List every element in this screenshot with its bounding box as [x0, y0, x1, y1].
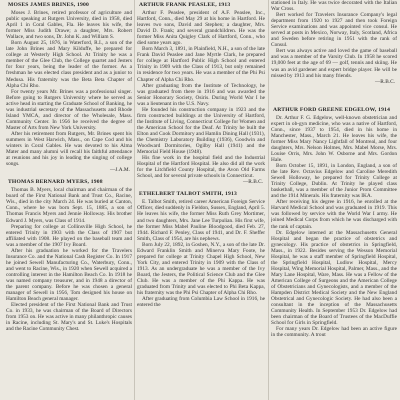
- obituary-signature: —J.A.M.: [109, 167, 130, 174]
- obituary-heading: MOSES JAMES BRINES, 1900: [8, 2, 89, 8]
- obituary-paragraph: Elected president of the First National Bank and Trust Co. in 1933, he was chairman of the Board of Directors from 1953 on. He was active in many philanthropic causes in Racine, including St. Mary's and St. Luke's Hospitals and the Racine Community Chest.: [6, 302, 132, 333]
- column-divider: [134, 0, 135, 400]
- column-middle: [137, 0, 265, 400]
- obituary-entry: [6, 2, 132, 173]
- column-divider: [268, 0, 269, 400]
- column-right: [271, 0, 397, 400]
- obituary-paragraph: Born October 15, 1891, in London, England, a son of the late Rev. Octavius Edgelow and Caroline Meredith Sewell Holloway, he prepared for Trinity College at Trinity College, Dublin. At Trinity he played class basketball, was a member of the Junior Prom Committee and the 1914 Minerals. His fraternity was IKA.: [271, 163, 397, 200]
- column-left: [6, 0, 132, 400]
- obituary-paragraph: After graduating from the Institute of Technology, he was graduated from there in 1916 and was awarded the Senior Honorary Society, Osiris. During World War I he was a lieutenant in the U.S. Navy.: [137, 82, 265, 107]
- obituary-paragraph: Moses J. Brines, retired professor of agriculture and public speaking at Rutgers University, died in 1958, died April 1 in Coral Gables, Fla. He leaves his wife, the former Miss Judith Drawe; a daughter, Mrs. Robert Wallace, and two sons, Dr. John K. and William S.: [6, 10, 132, 41]
- obituary-paragraph: stationed in Italy. He was twice decorated with the Italian War Cross.: [271, 0, 397, 13]
- obituary-paragraph: He founded his construction company in 1923 and the firm constructed buildings at the University of Hartford, the Institute of Living, Connecticut College for Women and the American School for the Deaf. At Trinity he built the Elton and Cook Dormitory and Hamlin Dining Hall (1931), the Chemistry Laboratory Building (1936), Goodwin and Woodward Dormitories, Ogilby Hall (1941) and the Memorial Field House (1948).: [137, 106, 265, 156]
- obituary-entry: [271, 107, 397, 339]
- obituary-paragraph: After his graduation he worked for the Travelers Insurance Co. and the National Cash Register Co. In 1917 he joined Sewell Manufacturing Co., Waterbury, Conn., and went to Racine, Wis., in 1920 when Sewell acquired a controlling interest in the Hamilton Beach Co. In 1918 he was named company treasurer, and in 1948 a director of the parent company. Before he was chosen a general manager of Sewell in 1956, Tom designed his house on Hamilton Beach general manager.: [6, 247, 132, 303]
- obituary-entry: [137, 2, 265, 185]
- obituary-paragraph: For many years Dr. Edgelow had been an active figure in the community. A trout: [271, 326, 397, 339]
- obituary-paragraph: Born August 25, 1876, in Waterford, R.I., a son of the late John Brines and Mary Kilduffe, he prepared for college at Westerly High School. At Trinity he was a member of the Glee Club, the College quartet and Jesters for four years, being the leader of the former. As a freshman he was elected class president and as a junior to Medusa. His fraternity was the Beta Beta Chapter of Alpha Chi Rho.: [6, 40, 132, 89]
- obituary-paragraph: Dr. Edgelow interned at the Massachusetts General Hospital and began the practice of obstetrics and gynecology. His practice of obstetrics in Springfield, Mass., in 1922. Besides serving the Wesson Memorial Hospital, he was a staff member of Springfield Hospital, the Springfield Hospital, Ludlow Hospital, Mercy Hospital, Wing Memorial Hospital, Palmer, Mass., and the Mary Lane Hospital, Ware, Mass. He was a Fellow of the American College of Surgeons and the American College of Obstetricians and Gynecologists, and a member of the Hampden District Medical Society and the New England Obstetrical and Gynecologic Society. He had also been a consultant in the inception of the Massachusetts Community Health. In September 1953 Dr. Edgelow had been chairman of the Board of Trustees of the MacDuffie School for Girls in Springfield.: [271, 229, 397, 327]
- obituary-paragraph: Thomas B. Myers, local chairman and chairman of the board of the First National Bank and Trust Co., Racine, Wis., died in the city March 24. He was buried at Canton, Conn., where he was born Sept. 15, 1885, a son of Thomas Francis Myers and Jennie Holloway. His brother Edward J. Myers, was Class of 1914.: [6, 187, 132, 224]
- obituary-signature: —R.B.C.: [374, 78, 395, 85]
- obituary-paragraph: After receiving his degree in 1916, he enrolled at the Harvard Medical School and was graduated in 1919. This was followed by service with the World War I army. He joined Medical Corps from which he was discharged with the rank of captain.: [271, 199, 397, 230]
- obituary-paragraph: His fine work in the hospital field and the Industrial Hospital of the Hartford Hospital. He also did all the work for the Litchfield County Hospital, the Avon Old Farms School, and for several private schools in Connecticut.: [137, 155, 265, 180]
- obituary-entry: [6, 179, 132, 332]
- obituary-heading: ARTHUR FORD GREENE EDGELOW, 1914: [273, 106, 391, 113]
- obituary-paragraph: Dr. Arthur F. G. Edgelow, well-known obstetrician and expert in ob-gyn medicine, who was a native of Hartford, Conn., since 1937 to 1954, died in his home in Manchester, Mass., March 21. He leaves his wife, the former Miss Mary Nancy Lightfall of Montreal, and four daughters, Mrs. Nelson Holmes, Mrs. Mabel Morse, Mrs. Louise Orris, Mrs. John W. Osborne and Mrs. Gordon Hale.: [271, 114, 397, 163]
- obituary-paragraph: Bert was always active and loved the game of baseball and was a member of the Varsity Club. In 1958 he scored 19,000 feet at the age of 69 — golf, tennis and skiing. He was an avid gardener and expert bridge player. He will be missed by 1913 and his many friends.: [271, 48, 397, 79]
- obituary-heading: ETHELBERT TALBOT SMITH, 1913: [139, 191, 237, 198]
- obituary-entry: [137, 191, 265, 308]
- obituary-entry: [271, 0, 397, 85]
- obituary-paragraph: For twenty years Mr. Brines was a professional singer. Before going to Rutgers University where he served as active head in starting the Graduate School of Banking, he was industrial secretary of the Massachusetts and Rhode Island YMCA, and director of the Wholesale, Mass. Community Center. In 1956 he received the degree of Master of Arts from New York University.: [6, 88, 132, 131]
- obituary-paragraph: Arthur F. Peaslee, president of A.F. Peaslee, Inc., Hartford, Conn., died May 29 at his home in Hartford. He leaves two sons, David and Stephen; a daughter, Mrs. David D. Frank; and several grandchildren. He was the former Miss Anita Quigley Clark of Hartford, Conn., who died some years ago.: [137, 10, 265, 47]
- obituary-paragraph: Preparing for college at Collinsville High School, he entered Trinity in 1903 with the Class of 1907 but affiliated with 1908. He played on the baseball team and was a member of the 1907 Ivy Board.: [6, 223, 132, 248]
- obituary-paragraph: Born March 3, 1891, in Plainfield, N.H., a son of the late Frank David Peaslee and Jane Myrtle Clark, he prepared for college at Hartford Public High School and entered Trinity in 1909 with the Class of 1913, but only remained in residence for two years. He was a member of the Phi Psi Chapter of Alpha Chi Rho.: [137, 46, 265, 83]
- obituary-paragraph: Bert worked for Travelers Insurance Company's legal department from 1920 to 1927 and then took Foreign Service examinations and was appointed vice consul. He served at posts in Mexico, Norway, Italy, Scotland, Africa and Sweden before retiring in 1951 with the rank of Consul.: [271, 12, 397, 49]
- obituary-heading: ARTHUR FRANK PEASLEE, 1913: [139, 2, 231, 8]
- obituary-paragraph: After graduating from Columbia Law School in 1916, he entered the: [137, 296, 265, 309]
- obituary-paragraph: Born July 22, 1892, in Goshen, N.Y., a son of the late Dr. Edward Franklin Smith and Minerva Mary Foote, he prepared for college at Trinity Chapel High School, New York City, and entered Trinity in 1909 with the Class of 1913. As an undergraduate he was a member of the Ivy Board, the Jesters, the Political Science Club and the Glee Club. He was a member of the Phi Kappa. He was graduated from Trinity and was elected to Phi Beta Kappa, his fraternity was the Phi Psi Chapter of Alpha Chi Rho.: [137, 241, 265, 297]
- obituary-heading: THOMAS BERNARD MYERS, 1908: [8, 179, 103, 186]
- obituary-signature: —R.B.C.: [242, 179, 263, 186]
- obituary-paragraph: After his retirement from Rutgers, Mr. Brines spent his summers in West Harwich, Mass., on Cape Cod and his winters in Coral Gables. He was devoted to his Alma Mater and many alumni will recall his faithful attendance at reunions and his joy in leading the singing of college songs.: [6, 130, 132, 168]
- obituary-paragraph: E. Talbot Smith, retired career American Foreign Service Officer, died suddenly in Fieldon, Sussex, England, April 5. He leaves his wife, the former Miss Ruth Grey Mortimer, and two daughters, Mrs. Jane Lee Turpulian. His first wife, the former Miss Mabel Pauline Bloodgood, died Feb. 27, 1944. Richard F. Penley, Class of 1941, and Dr. F. Sheffer Smith, Class of 1954, are his nephews.: [137, 199, 265, 242]
